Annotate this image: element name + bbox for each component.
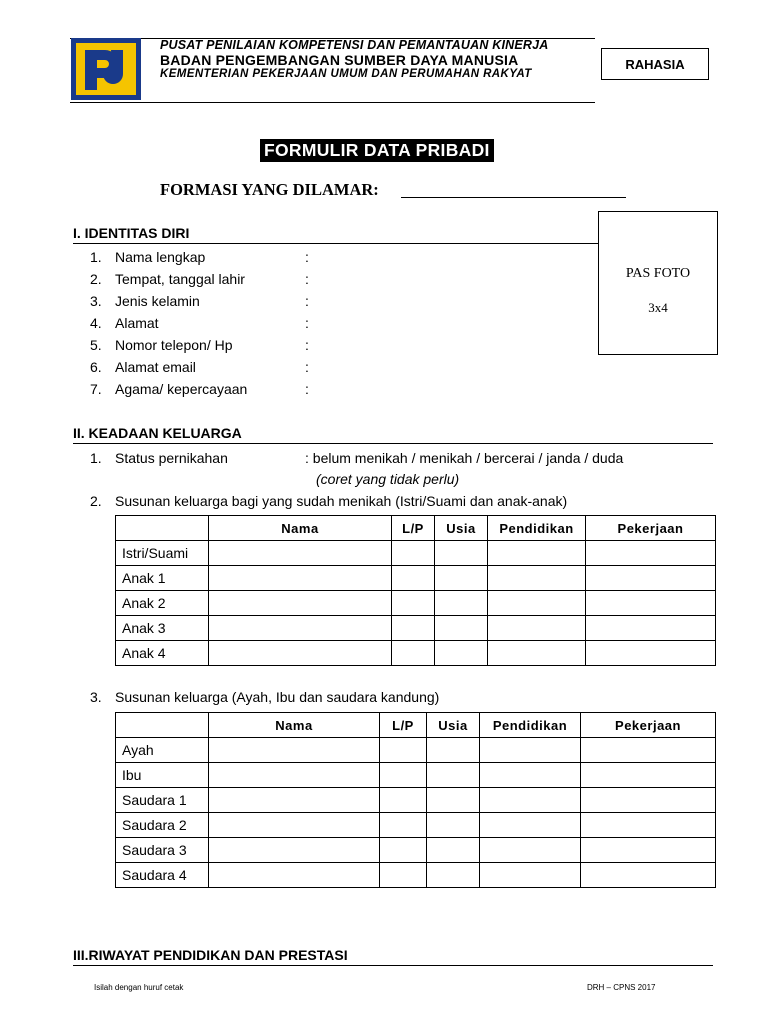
table-header-row: [116, 713, 716, 738]
identity-colon: :: [305, 293, 309, 309]
table-header-cell: Pekerjaan: [581, 713, 716, 738]
row-label: Saudara 2: [116, 813, 209, 838]
input-cell[interactable]: [435, 566, 488, 591]
input-cell[interactable]: [427, 763, 480, 788]
row-label: Anak 4: [116, 641, 209, 666]
section-1-rule: [73, 243, 598, 244]
input-cell[interactable]: [435, 616, 488, 641]
header-bottom-rule: [70, 102, 595, 103]
input-cell[interactable]: [209, 738, 380, 763]
input-cell[interactable]: [581, 763, 716, 788]
input-cell[interactable]: [427, 738, 480, 763]
identity-colon: :: [305, 315, 309, 331]
footer-instruction: Isilah dengan huruf cetak: [94, 983, 184, 992]
input-cell[interactable]: [488, 566, 586, 591]
table-row: [116, 591, 716, 616]
identity-colon: :: [305, 381, 309, 397]
table-row: [116, 788, 716, 813]
input-cell[interactable]: [392, 541, 435, 566]
marital-status-label: 1. Status pernikahan: [90, 450, 228, 466]
input-cell[interactable]: [581, 788, 716, 813]
input-cell[interactable]: [209, 591, 392, 616]
identity-colon: :: [305, 271, 309, 287]
row-label: Anak 2: [116, 591, 209, 616]
identity-colon: :: [305, 337, 309, 353]
formasi-input-line[interactable]: [401, 197, 626, 198]
form-title: FORMULIR DATA PRIBADI: [260, 139, 494, 162]
table-row: [116, 738, 716, 763]
row-label: Istri/Suami: [116, 541, 209, 566]
identity-item: 4. Alamat: [90, 315, 159, 331]
section-3-heading: III.RIWAYAT PENDIDIKAN DAN PRESTASI: [73, 947, 348, 963]
input-cell[interactable]: [380, 863, 427, 888]
input-cell[interactable]: [209, 566, 392, 591]
pupr-logo: [71, 38, 141, 100]
identity-item: 5. Nomor telepon/ Hp: [90, 337, 233, 353]
table-header-row: [116, 516, 716, 541]
table-header-cell: Pendidikan: [488, 516, 586, 541]
input-cell[interactable]: [427, 863, 480, 888]
row-label: Saudara 3: [116, 838, 209, 863]
table-row: [116, 763, 716, 788]
input-cell[interactable]: [209, 838, 380, 863]
table-row: [116, 838, 716, 863]
input-cell[interactable]: [480, 738, 581, 763]
table-row: [116, 566, 716, 591]
identity-item: 1. Nama lengkap: [90, 249, 206, 265]
input-cell[interactable]: [209, 616, 392, 641]
section-2-rule: [73, 443, 713, 444]
table-header-cell: Usia: [427, 713, 480, 738]
input-cell[interactable]: [586, 616, 716, 641]
row-label: Anak 3: [116, 616, 209, 641]
input-cell[interactable]: [209, 763, 380, 788]
input-cell[interactable]: [488, 591, 586, 616]
input-cell[interactable]: [392, 641, 435, 666]
row-label: Anak 1: [116, 566, 209, 591]
input-cell[interactable]: [427, 813, 480, 838]
input-cell[interactable]: [380, 838, 427, 863]
input-cell[interactable]: [581, 838, 716, 863]
input-cell[interactable]: [488, 616, 586, 641]
section-2-heading: II. KEADAAN KELUARGA: [73, 425, 242, 441]
header-line-3: KEMENTERIAN PEKERJAAN UMUM DAN PERUMAHAN RAKYAT: [160, 68, 532, 80]
table-header-cell: L/P: [380, 713, 427, 738]
input-cell[interactable]: [586, 641, 716, 666]
formasi-label: FORMASI YANG DILAMAR:: [160, 180, 379, 199]
input-cell[interactable]: [380, 738, 427, 763]
input-cell[interactable]: [581, 813, 716, 838]
input-cell[interactable]: [380, 813, 427, 838]
input-cell[interactable]: [392, 616, 435, 641]
input-cell[interactable]: [586, 541, 716, 566]
table-header-cell: [116, 516, 209, 541]
table-header-cell: [116, 713, 209, 738]
input-cell[interactable]: [480, 838, 581, 863]
header-line-2: BADAN PENGEMBANGAN SUMBER DAYA MANUSIA: [160, 52, 519, 68]
input-cell[interactable]: [581, 863, 716, 888]
table-row: [116, 541, 716, 566]
input-cell[interactable]: [435, 541, 488, 566]
identity-item: 3. Jenis kelamin: [90, 293, 200, 309]
table-header-cell: Pekerjaan: [586, 516, 716, 541]
input-cell[interactable]: [480, 813, 581, 838]
input-cell[interactable]: [392, 566, 435, 591]
table-row: [116, 863, 716, 888]
marital-status-note: (coret yang tidak perlu): [316, 471, 460, 487]
header-line-1: PUSAT PENILAIAN KOMPETENSI DAN PEMANTAUAN KINERJA: [160, 38, 549, 52]
identity-colon: :: [305, 359, 309, 375]
input-cell[interactable]: [586, 591, 716, 616]
identity-item: 7. Agama/ kepercayaan: [90, 381, 248, 397]
input-cell[interactable]: [427, 788, 480, 813]
input-cell[interactable]: [488, 641, 586, 666]
table-header-cell: Nama: [209, 516, 392, 541]
input-cell[interactable]: [480, 763, 581, 788]
identity-item: 2. Tempat, tanggal lahir: [90, 271, 245, 287]
family-table-married: [115, 515, 716, 666]
input-cell[interactable]: [480, 788, 581, 813]
input-cell[interactable]: [586, 566, 716, 591]
table-row: [116, 641, 716, 666]
row-label: Saudara 4: [116, 863, 209, 888]
input-cell[interactable]: [380, 763, 427, 788]
section-1-heading: I. IDENTITAS DIRI: [73, 225, 190, 241]
table-header-cell: Nama: [209, 713, 380, 738]
table-header-cell: L/P: [392, 516, 435, 541]
identity-colon: :: [305, 249, 309, 265]
table-header-cell: Pendidikan: [480, 713, 581, 738]
input-cell[interactable]: [480, 863, 581, 888]
input-cell[interactable]: [209, 541, 392, 566]
row-label: Saudara 1: [116, 788, 209, 813]
input-cell[interactable]: [209, 813, 380, 838]
family-table-parents: [115, 712, 716, 888]
row-label: Ayah: [116, 738, 209, 763]
input-cell[interactable]: [209, 863, 380, 888]
identity-item: 6. Alamat email: [90, 359, 196, 375]
input-cell[interactable]: [427, 838, 480, 863]
table-2-caption: 3. Susunan keluarga (Ayah, Ibu dan saudara kandung): [90, 689, 440, 705]
input-cell[interactable]: [581, 738, 716, 763]
input-cell[interactable]: [488, 541, 586, 566]
input-cell[interactable]: [209, 788, 380, 813]
photo-size: 3x4: [648, 300, 668, 315]
photo-label: PAS FOTO: [625, 266, 691, 281]
input-cell[interactable]: [392, 591, 435, 616]
input-cell[interactable]: [435, 591, 488, 616]
table-row: [116, 813, 716, 838]
section-3-rule: [73, 965, 713, 966]
marital-status-options: : belum menikah / menikah / bercerai / janda / duda: [305, 450, 624, 466]
table-1-caption: 2. Susunan keluarga bagi yang sudah menikah (Istri/Suami dan anak-anak): [90, 493, 568, 509]
table-row: [116, 616, 716, 641]
input-cell[interactable]: [380, 788, 427, 813]
row-label: Ibu: [116, 763, 209, 788]
footer-doc-code: DRH – CPNS 2017: [587, 983, 656, 992]
table-header-cell: Usia: [435, 516, 488, 541]
photo-box: [598, 211, 718, 355]
input-cell[interactable]: [209, 641, 392, 666]
classification-box: RAHASIA: [601, 48, 709, 80]
input-cell[interactable]: [435, 641, 488, 666]
